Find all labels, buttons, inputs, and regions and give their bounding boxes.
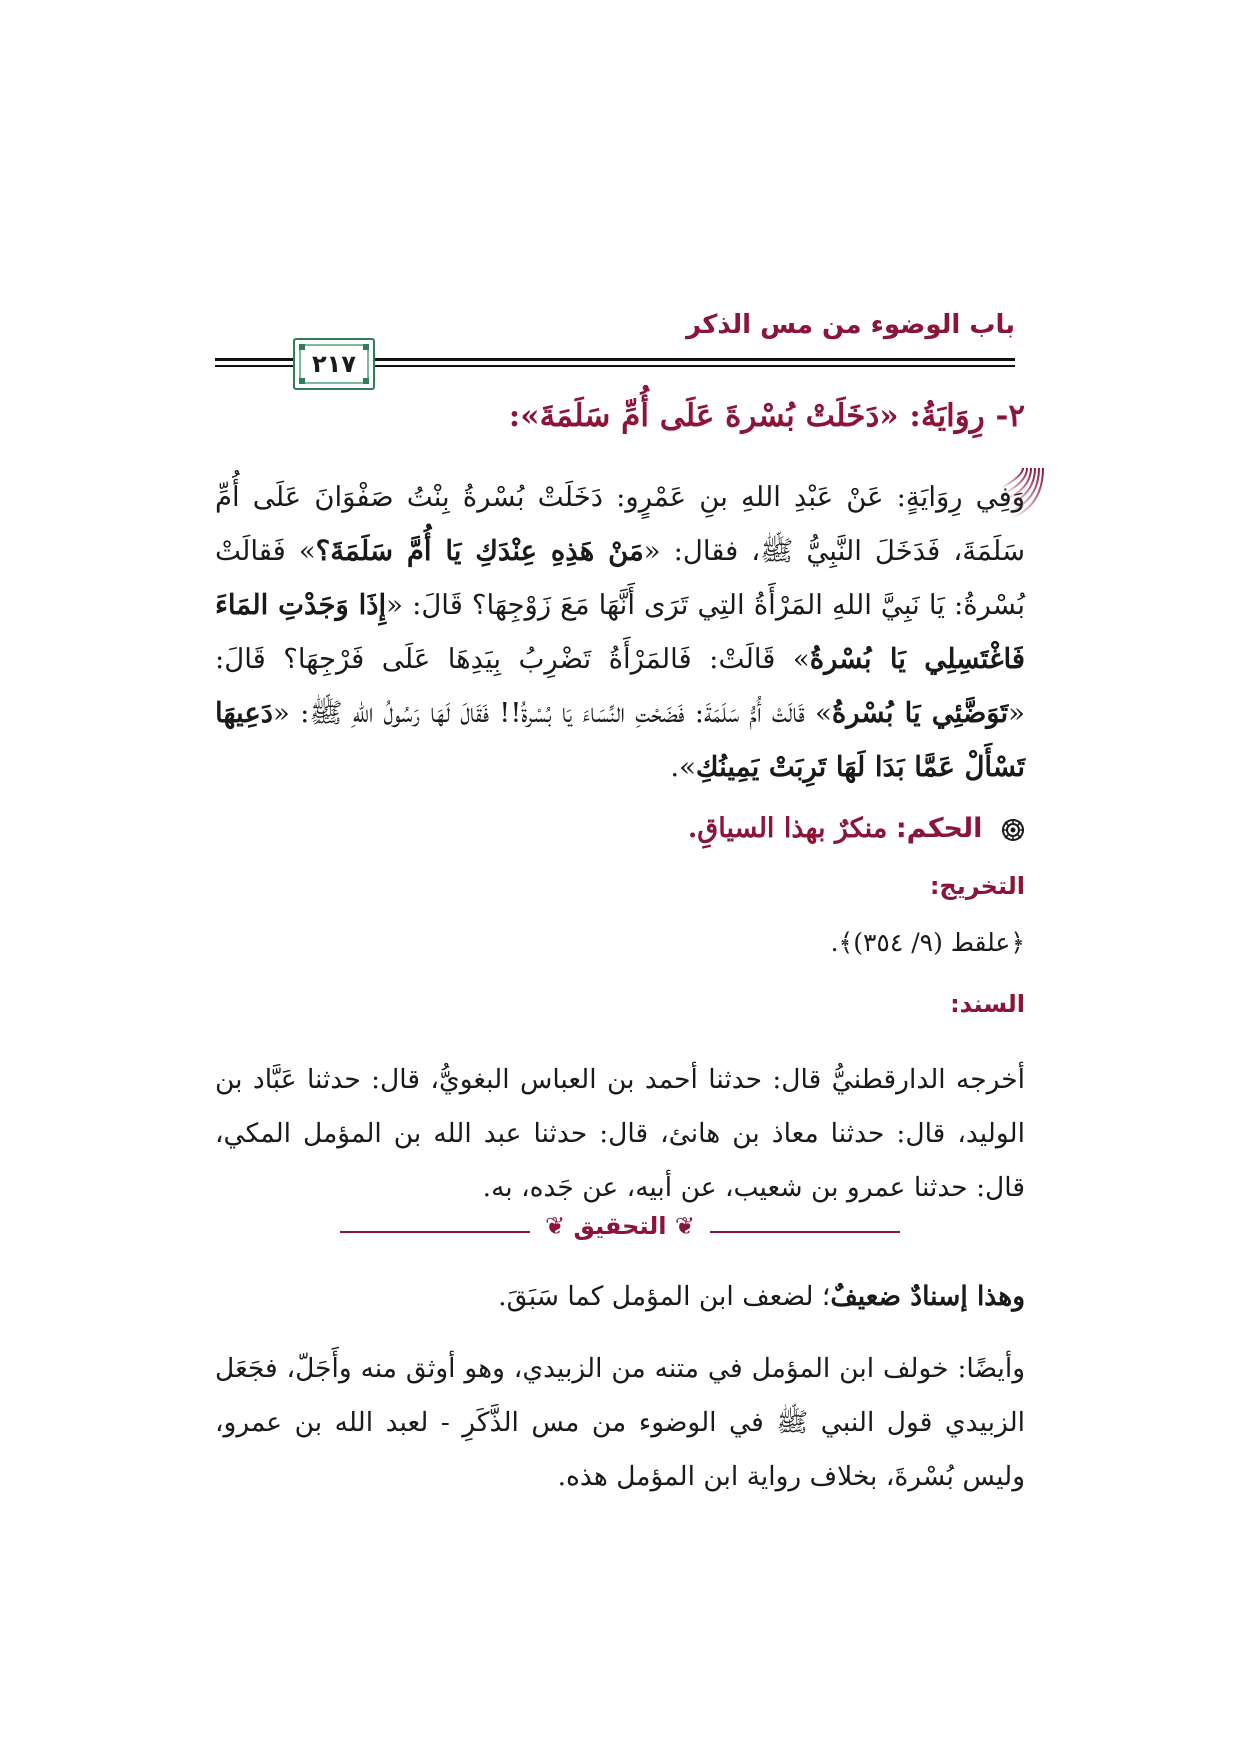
tahqiq-title-text: التحقيق — [573, 1212, 667, 1240]
verdict-rest: ؛ لضعف ابن المؤمل كما سَبَقَ. — [498, 1281, 831, 1312]
tahqiq-analysis: وأيضًا: خولف ابن المؤمل في متنه من الزبيدي، وهو أوثق منه وأَجَلّ، فجَعَل الزبيدي قول النبي ﷺ في الوضوء من مس الذَّكَرِ - لعبد الله بن عمرو، وليس بُسْرةَ، بخلاف رواية ابن المؤمل هذه. — [215, 1353, 1025, 1492]
divider-ornament-icon: ❦ — [545, 1212, 574, 1240]
flower-icon — [1001, 818, 1025, 842]
hadith-part: » قَالَتْ أُمُّ سَلَمَةَ: فَضَحْتِ النِّسَاءَ يَا بُسْرةُ!! فَقَالَ لَهَا رَسُولُ اللهِ ﷺ: « — [273, 697, 832, 729]
section-title-text: رِوَايَةُ: «دَخَلَتْ بُسْرةَ عَلَى أُمِّ سَلَمَةَ»: — [508, 398, 985, 434]
tahqiq-verdict — [498, 1270, 1025, 1324]
hadith-part: » فَقالَتْ بُسْرةُ: يَا نَبِيَّ اللهِ المَرْأَةُ التِي تَرَى أَنَّهَا مَعَ زَوْجِهَا؟ قَالَ: « — [215, 535, 1025, 621]
takhrij-reference: ﴿علقط (٩/ ٣٥٤)﴾. — [830, 928, 1025, 957]
hadith-bold-quote: مَنْ هَذِهِ عِنْدَكِ يَا أُمَّ سَلَمَةَ؟ — [315, 535, 644, 567]
tahqiq-divider — [340, 1212, 900, 1252]
divider-line-right — [710, 1231, 900, 1233]
corner-ornament-icon — [993, 466, 1047, 520]
badge-corner-icon — [363, 378, 369, 384]
badge-corner-icon — [299, 378, 305, 384]
hadith-text — [215, 470, 1025, 794]
verdict-bold: وهذا إسنادٌ ضعيفٌ — [830, 1281, 1025, 1312]
badge-corner-icon — [363, 344, 369, 350]
divider-line-left — [340, 1231, 530, 1233]
hadith-part: ». — [670, 751, 696, 783]
takhrij-label: التخريج: — [929, 872, 1025, 900]
hadith-bold-quote: إِذَا وَجَدْتِ المَاءَ فَاغْتَسِلِي يَا بُسْرةُ — [215, 589, 1025, 675]
hadith-block — [215, 470, 1025, 796]
sanad-text: أخرجه الدارقطنيُّ قال: حدثنا أحمد بن العباس البغويُّ، قال: حدثنا عَبَّاد بن الوليد، قال: حدثنا معاذ بن هانئ، قال: حدثنا عبد الله بن المؤمل المكي، قال: حدثنا عمرو بن شعيب، عن أبيه، عن جَده، به. — [215, 1064, 1025, 1203]
hadith-part: وَفِي رِوَايَةٍ: عَنْ عَبْدِ اللهِ بنِ عَمْرٍو: دَخَلَتْ بُسْرةُ بِنْتُ صَفْوَانَ عَلَى أُمِّ سَلَمَةَ، فَدَخَلَ النَّبِيُّ ﷺ، فقال: « — [215, 481, 1025, 567]
ruling-value: منكرٌ بهذا السياقِ. — [687, 813, 888, 844]
page-header — [215, 310, 1015, 378]
ruling-line — [688, 813, 1025, 844]
section-heading — [509, 398, 1025, 434]
page-number-badge — [293, 338, 375, 390]
tahqiq-title — [545, 1212, 695, 1240]
hadith-bold-quote: دَعِيهَا تَسْأَلْ عَمَّا بَدَا لَهَا تَرِبَتْ يَمِينُكِ — [215, 697, 1025, 783]
divider-ornament-icon: ❦ — [666, 1212, 695, 1240]
running-head: باب الوضوء من مس الذكر — [686, 310, 1015, 340]
ruling-label: الحكم: — [895, 813, 983, 844]
page-number: ٢١٧ — [312, 350, 356, 378]
hadith-bold-quote: تَوَضَّئِي يَا بُسْرةُ — [831, 697, 1009, 729]
section-number: ٢- — [995, 398, 1025, 434]
badge-corner-icon — [299, 344, 305, 350]
sanad-label: السند: — [950, 990, 1025, 1018]
hadith-part: » قَالَتْ: فَالمَرْأَةُ تَضْرِبُ بِيَدِهَا عَلَى فَرْجِهَا؟ قَالَ: « — [215, 643, 1025, 729]
